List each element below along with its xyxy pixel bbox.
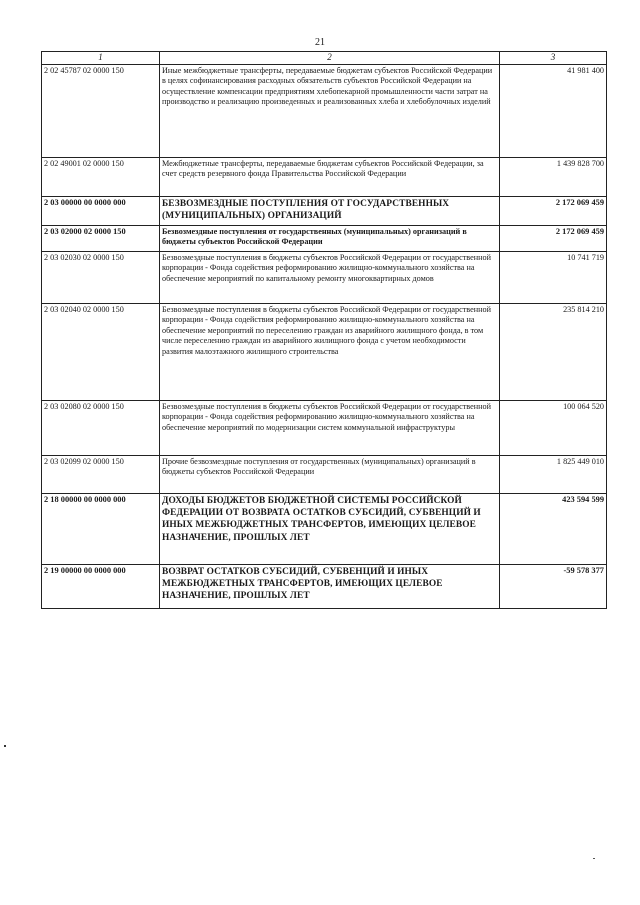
row-code: 2 03 02080 02 0000 150 (42, 400, 160, 455)
scan-foot-mark (593, 858, 595, 859)
row-code: 2 03 02000 02 0000 150 (42, 225, 160, 251)
row-name: Прочие безвозмездные поступления от государственных (муниципальных) организаций в бюджеты субъектов Российской Федерации (160, 455, 500, 493)
row-amount: 1 439 828 700 (500, 157, 607, 196)
column-header-name: 2 (160, 52, 500, 65)
row-name: Межбюджетные трансферты, передаваемые бюджетам субъектов Российской Федерации, за счет средств резервного фонда Правительства Российской Федерации (160, 157, 500, 196)
row-code: 2 02 49001 02 0000 150 (42, 157, 160, 196)
table-row (42, 303, 607, 400)
table-row (42, 400, 607, 455)
table-row (42, 251, 607, 303)
row-amount: 10 741 719 (500, 251, 607, 303)
column-header-code: 1 (42, 52, 160, 65)
row-name: Безвозмездные поступления от государственных (муниципальных) организаций в бюджеты субъектов Российской Федерации (160, 225, 500, 251)
table-row (42, 225, 607, 251)
row-name: Иные межбюджетные трансферты, передаваемые бюджетам субъектов Российской Федерации в целях софинансирования расходных обязательств субъектов Российской Федерации на осуществление компенсации предприятиям хлебопекарной промышленности части затрат на производство и реализацию произведенных и реализованных хлеба и хлебобулочных изделий (160, 64, 500, 157)
row-code: 2 03 02040 02 0000 150 (42, 303, 160, 400)
row-amount: 2 172 069 459 (500, 196, 607, 225)
row-amount: -59 578 377 (500, 564, 607, 608)
table-row (42, 157, 607, 196)
table-row (42, 564, 607, 608)
table-header-row (42, 52, 607, 65)
row-code: 2 19 00000 00 0000 000 (42, 564, 160, 608)
scan-margin-mark (4, 745, 6, 747)
row-name: БЕЗВОЗМЕЗДНЫЕ ПОСТУПЛЕНИЯ ОТ ГОСУДАРСТВЕННЫХ (МУНИЦИПАЛЬНЫХ) ОРГАНИЗАЦИЙ (160, 196, 500, 225)
row-name: Безвозмездные поступления в бюджеты субъектов Российской Федерации от государственной корпорации - Фонда содействия реформированию жилищно-коммунального хозяйства на обеспечение мероприятий по модернизации систем коммунальной инфраструктуры (160, 400, 500, 455)
budget-revenue-table (41, 51, 607, 609)
row-code: 2 02 45787 02 0000 150 (42, 64, 160, 157)
page-number: 21 (315, 37, 325, 48)
row-name: ДОХОДЫ БЮДЖЕТОВ БЮДЖЕТНОЙ СИСТЕМЫ РОССИЙСКОЙ ФЕДЕРАЦИИ ОТ ВОЗВРАТА ОСТАТКОВ СУБСИДИЙ, СУБВЕНЦИЙ И ИНЫХ МЕЖБЮДЖЕТНЫХ ТРАНСФЕРТОВ, ИМЕЮЩИХ ЦЕЛЕВОЕ НАЗНАЧЕНИЕ, ПРОШЛЫХ ЛЕТ (160, 493, 500, 564)
row-name: Безвозмездные поступления в бюджеты субъектов Российской Федерации от государственной корпорации - Фонда содействия реформированию жилищно-коммунального хозяйства на обеспечение мероприятий по капитальному ремонту многоквартирных домов (160, 251, 500, 303)
row-name: ВОЗВРАТ ОСТАТКОВ СУБСИДИЙ, СУБВЕНЦИЙ И ИНЫХ МЕЖБЮДЖЕТНЫХ ТРАНСФЕРТОВ, ИМЕЮЩИХ ЦЕЛЕВОЕ НАЗНАЧЕНИЕ, ПРОШЛЫХ ЛЕТ (160, 564, 500, 608)
row-code: 2 18 00000 00 0000 000 (42, 493, 160, 564)
table-row (42, 64, 607, 157)
row-amount: 41 981 400 (500, 64, 607, 157)
row-amount: 1 825 449 010 (500, 455, 607, 493)
row-code: 2 03 00000 00 0000 000 (42, 196, 160, 225)
row-amount: 423 594 599 (500, 493, 607, 564)
row-code: 2 03 02030 02 0000 150 (42, 251, 160, 303)
table-row (42, 455, 607, 493)
column-header-amount: 3 (500, 52, 607, 65)
table-row (42, 493, 607, 564)
row-code: 2 03 02099 02 0000 150 (42, 455, 160, 493)
row-amount: 100 064 520 (500, 400, 607, 455)
row-amount: 2 172 069 459 (500, 225, 607, 251)
table-row (42, 196, 607, 225)
row-name: Безвозмездные поступления в бюджеты субъектов Российской Федерации от государственной корпорации - Фонда содействия реформированию жилищно-коммунального хозяйства на обеспечение мероприятий по переселению граждан из аварийного жилищного фонда, в том числе переселению граждан из аварийного жилищного фонда с учетом необходимости развития малоэтажного жилищного строительства (160, 303, 500, 400)
row-amount: 235 814 210 (500, 303, 607, 400)
